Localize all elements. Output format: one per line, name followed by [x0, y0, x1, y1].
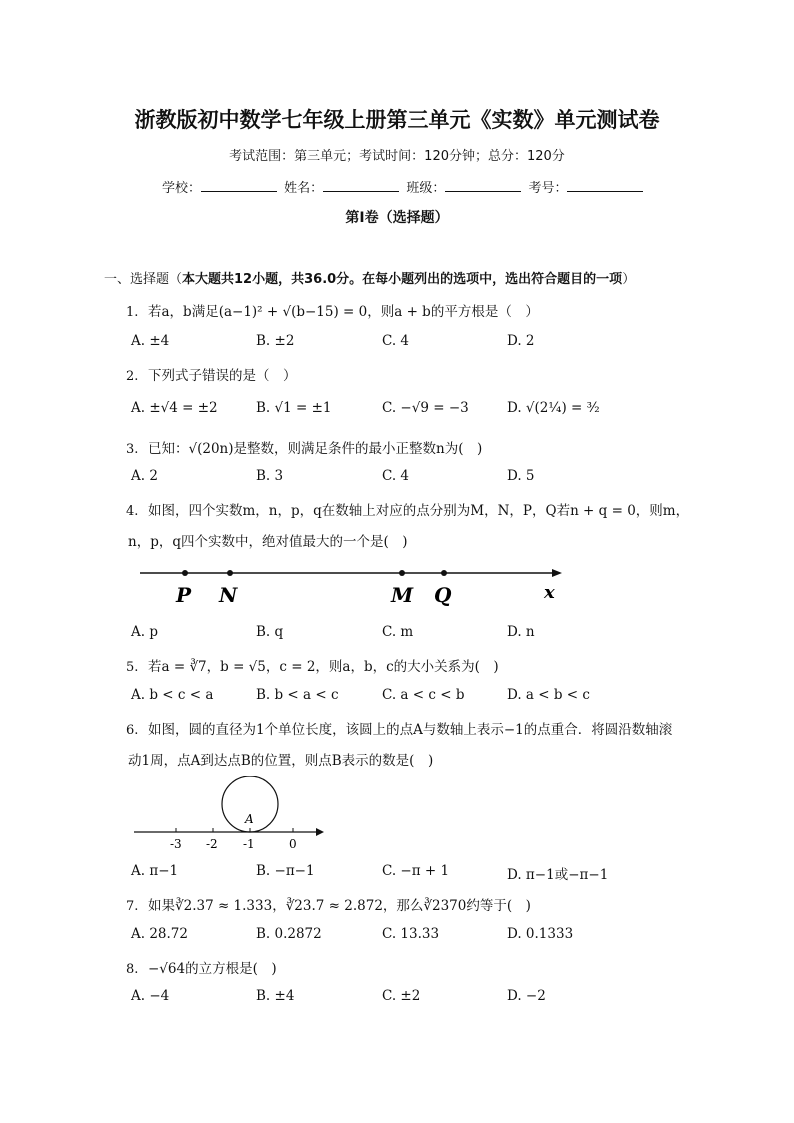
label-p: P — [176, 583, 192, 607]
school-label: 学校： — [162, 181, 202, 196]
label-q: Q — [434, 583, 452, 607]
question-4: 4. 如图，四个实数m，n，p，q在数轴上对应的点分别为M，N，P，Q若n + q = 0，则m， — [126, 503, 690, 519]
option-b: B. −π−1 — [256, 863, 315, 879]
label-a: A — [245, 812, 254, 826]
question-stem: 下列式子错误的是（ ） — [148, 368, 297, 384]
name-blank[interactable] — [323, 179, 399, 192]
question-stem: −√64的立方根是( ) — [148, 961, 277, 977]
number-label: 考号： — [528, 181, 568, 196]
tick-label: -2 — [206, 837, 218, 851]
question-stem: 如图，圆的直径为1个单位长度，该圆上的点A与数轴上表示−1的点重合．将圆沿数轴滚 — [148, 722, 673, 738]
question-2: 2. 下列式子错误的是（ ） — [126, 368, 297, 384]
tick-label: 0 — [289, 837, 297, 851]
question-stem: 若a = ∛7，b = √5，c = 2，则a，b，c的大小关系为( ) — [148, 659, 499, 675]
name-label: 姓名： — [284, 181, 324, 196]
option-a: A. −4 — [131, 988, 170, 1004]
option-c: C. m — [382, 624, 414, 640]
arrow-head-icon — [316, 828, 324, 836]
tick-label: -1 — [243, 837, 255, 851]
option-d: D. 5 — [507, 468, 535, 484]
option-c: C. ±2 — [382, 988, 421, 1004]
student-fields — [162, 177, 646, 196]
option-a: A. ±4 — [131, 333, 170, 349]
option-a: A. p — [131, 624, 158, 640]
question-3: 3. 已知：√(20n)是整数，则满足条件的最小正整数n为( ) — [126, 441, 483, 457]
section-heading: 一、选择题（本大题共12小题，共36.0分。在每小题列出的选项中，选出符合题目的一项） — [104, 272, 636, 287]
document-title: 浙教版初中数学七年级上册第三单元《实数》单元测试卷 — [134, 107, 660, 132]
option-a: A. π−1 — [131, 863, 179, 879]
question-stem: 已知：√(20n)是整数，则满足条件的最小正整数n为( ) — [148, 441, 483, 457]
question-1: 1. 若a，b满足(a−1)² + √(b−15) = 0，则a + b的平方根是（ ） — [126, 304, 539, 320]
number-line-figure-1 — [130, 560, 570, 610]
question-6: 6. 如图，圆的直径为1个单位长度，该圆上的点A与数轴上表示−1的点重合．将圆沿数轴滚 — [126, 722, 673, 738]
question-5: 5. 若a = ∛7，b = √5，c = 2，则a，b，c的大小关系为( ) — [126, 659, 499, 675]
option-b: B. ±4 — [256, 988, 295, 1004]
point-n — [227, 570, 233, 576]
option-b: B. √1 = ±1 — [256, 400, 332, 416]
question-8: 8. −√64的立方根是( ) — [126, 961, 277, 977]
volume-heading: 第I卷（选择题） — [345, 210, 449, 226]
class-label: 班级： — [406, 181, 446, 196]
question-4-stem-line2: n，p，q四个实数中，绝对值最大的一个是( ) — [128, 534, 408, 550]
option-b: B. 0.2872 — [256, 926, 322, 942]
exam-info: 考试范围：第三单元；考试时间：120分钟；总分：120分 — [229, 149, 565, 164]
label-n: N — [219, 583, 238, 607]
option-c: C. 4 — [382, 468, 410, 484]
option-b: B. b < a < c — [256, 687, 339, 703]
option-c: C. 13.33 — [382, 926, 440, 942]
point-p — [182, 570, 188, 576]
question-7: 7. 如果∛2.37 ≈ 1.333，∛23.7 ≈ 2.872，那么∛2370约等于( ) — [126, 898, 531, 914]
option-c: C. −π + 1 — [382, 863, 450, 879]
arrow-head-icon — [552, 569, 562, 577]
option-b: B. ±2 — [256, 333, 295, 349]
option-c: C. 4 — [382, 333, 410, 349]
label-m: M — [391, 583, 414, 607]
school-blank[interactable] — [201, 179, 277, 192]
option-d: D. π−1或−π−1 — [507, 867, 609, 883]
option-c: C. a < c < b — [382, 687, 465, 703]
class-blank[interactable] — [445, 179, 521, 192]
number-blank[interactable] — [567, 179, 643, 192]
option-a: A. b < c < a — [131, 687, 214, 703]
option-d: D. 2 — [507, 333, 535, 349]
option-d: D. n — [507, 624, 535, 640]
option-a: A. ±√4 = ±2 — [131, 400, 218, 416]
option-b: B. 3 — [256, 468, 284, 484]
point-m — [399, 570, 405, 576]
option-b: B. q — [256, 624, 284, 640]
label-x: x — [544, 582, 555, 603]
point-q — [441, 570, 447, 576]
question-stem: 如果∛2.37 ≈ 1.333，∛23.7 ≈ 2.872，那么∛2370约等于( ) — [148, 898, 531, 914]
question-stem: 如图，四个实数m，n，p，q在数轴上对应的点分别为M，N，P，Q若n + q = 0，则m， — [148, 503, 690, 519]
option-d: D. √(2¹⁄₄) = ³⁄₂ — [507, 400, 600, 416]
option-a: A. 28.72 — [131, 926, 188, 942]
option-a: A. 2 — [131, 468, 158, 484]
tick-label: -3 — [170, 837, 182, 851]
question-stem: 若a，b满足(a−1)² + √(b−15) = 0，则a + b的平方根是（ ） — [148, 304, 539, 320]
option-d: D. 0.1333 — [507, 926, 574, 942]
circle-number-line-figure — [130, 776, 330, 852]
option-d: D. −2 — [507, 988, 546, 1004]
question-6-stem-line2: 动1周，点A到达点B的位置，则点B表示的数是( ) — [128, 753, 434, 769]
option-d: D. a < b < c — [507, 687, 590, 703]
option-c: C. −√9 = −3 — [382, 400, 469, 416]
